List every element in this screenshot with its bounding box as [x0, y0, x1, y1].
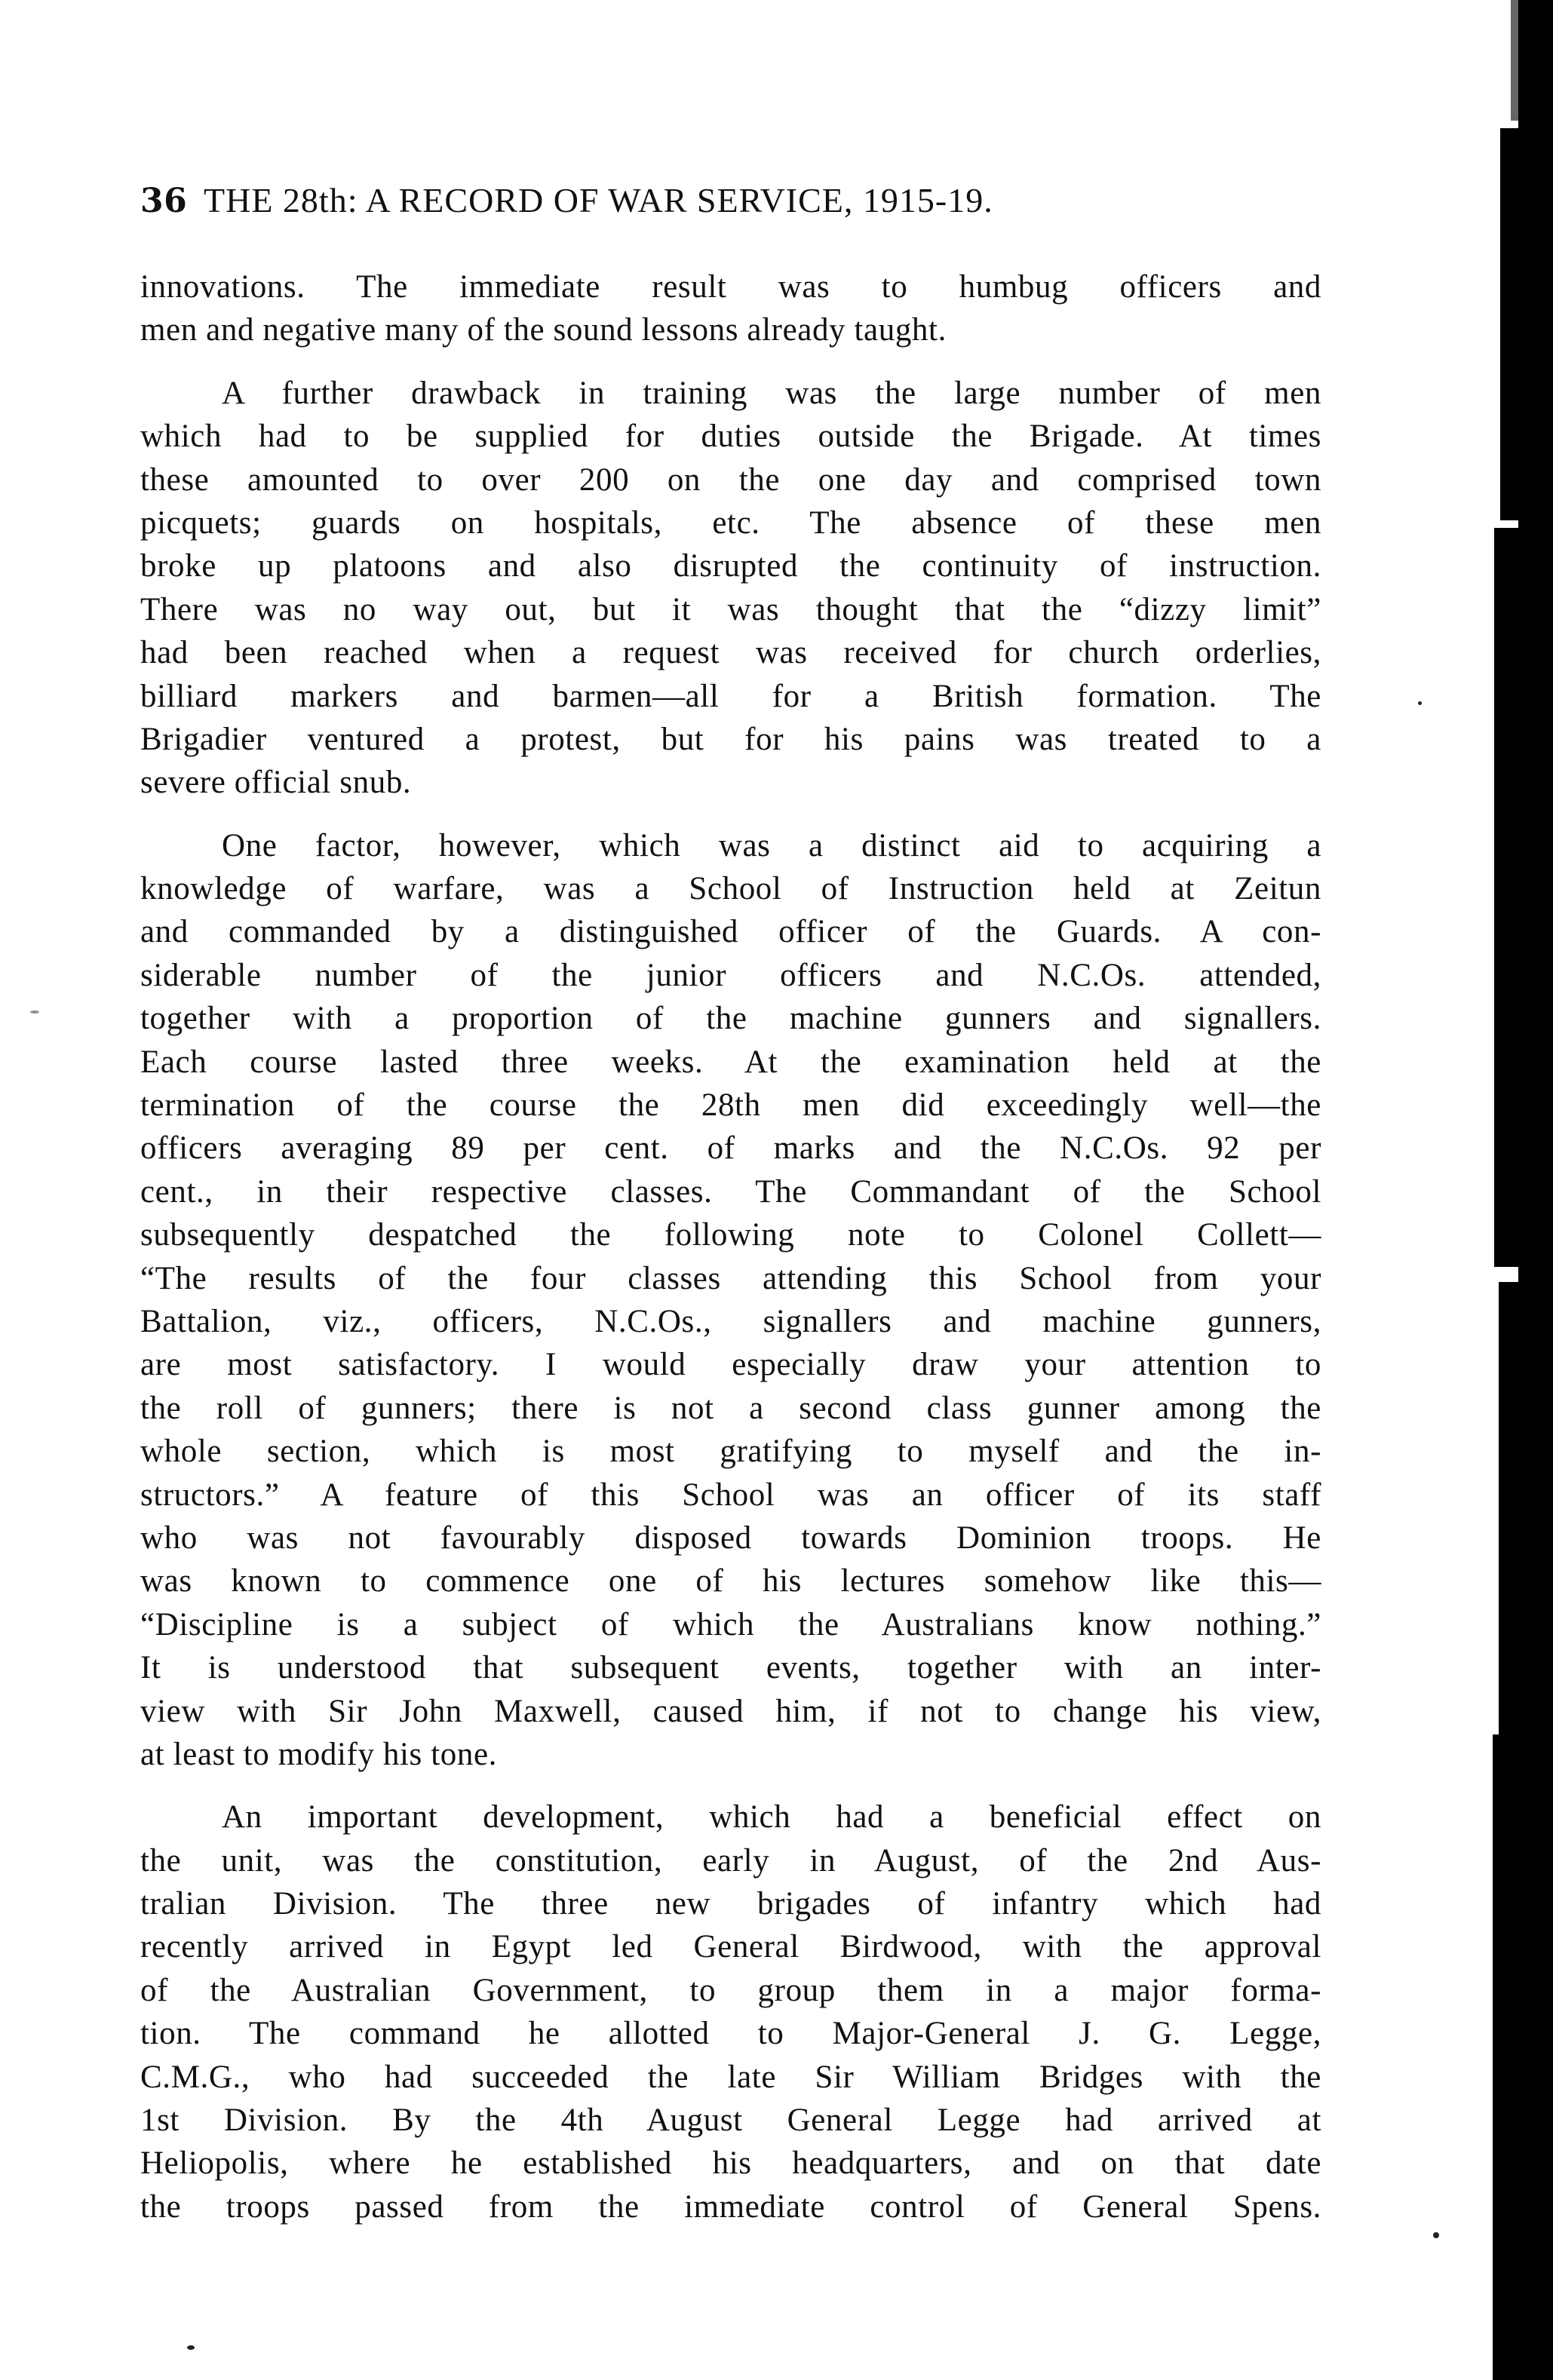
- text-line: the roll of gunners; there is not a second class gunner among the: [140, 1390, 1321, 1426]
- running-head: [140, 179, 1317, 222]
- text-line: tralian Division. The three new brigades of infantry which had: [140, 1886, 1321, 1922]
- text-line: subsequently despatched the following note to Colonel Collett—: [140, 1217, 1321, 1253]
- text-line: these amounted to over 200 on the one day and comprised town: [140, 462, 1321, 498]
- text-line: cent., in their respective classes. The Commandant of the School: [140, 1173, 1321, 1210]
- text-line: siderable number of the junior officers and N.C.Os. attended,: [140, 957, 1321, 993]
- text-line: There was no way out, but it was thought that the “dizzy limit”: [140, 591, 1321, 627]
- scan-speck: [30, 1011, 39, 1014]
- text-line: recently arrived in Egypt led General Birdwood, with the approval: [140, 1929, 1321, 1965]
- text-line: severe official snub.: [140, 765, 412, 801]
- page-number: 36: [140, 182, 188, 220]
- text-line: “Discipline is a subject of which the Australians know nothing.”: [140, 1606, 1321, 1642]
- text-line: tion. The command he allotted to Major-General J. G. Legge,: [140, 2016, 1321, 2052]
- text-line: Heliopolis, where he established his headquarters, and on that date: [140, 2145, 1321, 2182]
- scan-speck: [1433, 2232, 1439, 2238]
- text-line: billiard markers and barmen—all for a British formation. The: [140, 678, 1321, 714]
- text-line: the troops passed from the immediate control of General Spens.: [140, 2188, 1321, 2225]
- text-line: and commanded by a distinguished officer of the Guards. A con-: [140, 914, 1321, 950]
- text-line: are most satisfactory. I would especially draw your attention to: [140, 1347, 1321, 1383]
- scan-speck: [1418, 701, 1422, 705]
- scan-speck: [187, 2345, 195, 2350]
- paragraph-continued: [140, 265, 1321, 352]
- text-line: the unit, was the constitution, early in August, of the 2nd Aus-: [140, 1842, 1321, 1879]
- text-line: whole section, which is most gratifying to myself and the in-: [140, 1434, 1321, 1470]
- text-line: which had to be supplied for duties outside the Brigade. At times: [140, 419, 1321, 455]
- text-line: structors.” A feature of this School was an officer of its staff: [140, 1477, 1321, 1513]
- text-line: picquets; guards on hospitals, etc. The absence of these men: [140, 505, 1321, 541]
- text-line: innovations. The immediate result was to humbug officers and: [140, 269, 1321, 305]
- text-line: termination of the course the 28th men did exceedingly well—the: [140, 1087, 1321, 1124]
- text-line: Battalion, viz., officers, N.C.Os., signallers and machine gunners,: [140, 1303, 1321, 1339]
- text-line: together with a proportion of the machine gunners and signallers.: [140, 1001, 1321, 1037]
- text-line: One factor, however, which was a distinct aid to acquiring a: [222, 827, 1321, 863]
- text-line: A further drawback in training was the large number of men: [222, 375, 1321, 411]
- text-line: was known to commence one of his lectures somehow like this—: [140, 1563, 1321, 1599]
- text-line: An important development, which had a beneficial effect on: [222, 1799, 1321, 1836]
- text-line: 1st Division. By the 4th August General Legge had arrived at: [140, 2102, 1321, 2139]
- text-line: broke up platoons and also disrupted the continuity of instruction.: [140, 548, 1321, 584]
- body-text: [140, 265, 1321, 2228]
- text-line: Brigadier ventured a protest, but for his pains was treated to a: [140, 721, 1321, 757]
- text-line: knowledge of warfare, was a School of Instruction held at Zeitun: [140, 871, 1321, 907]
- text-line: Each course lasted three weeks. At the examination held at the: [140, 1044, 1321, 1080]
- running-head-title: THE 28th: A RECORD OF WAR SERVICE, 1915-19.: [204, 181, 993, 219]
- text-line: It is understood that subsequent events, together with an inter-: [140, 1650, 1321, 1686]
- text-line: at least to modify his tone.: [140, 1736, 498, 1772]
- text-line: C.M.G., who had succeeded the late Sir William Bridges with the: [140, 2059, 1321, 2095]
- text-line: view with Sir John Maxwell, caused him, if not to change his view,: [140, 1693, 1321, 1729]
- text-line: who was not favourably disposed towards Dominion troops. He: [140, 1520, 1321, 1556]
- paragraph-2nd-division: [140, 1796, 1321, 2228]
- paragraph-drawback: [140, 372, 1321, 805]
- scan-binding-shadow: [1478, 0, 1553, 2380]
- text-line: had been reached when a request was received for church orderlies,: [140, 635, 1321, 671]
- paragraph-school-of-instruction: [140, 824, 1321, 1777]
- text-line: officers averaging 89 per cent. of marks and the N.C.Os. 92 per: [140, 1130, 1321, 1167]
- text-line: of the Australian Government, to group them in a major forma-: [140, 1972, 1321, 2008]
- text-line: “The results of the four classes attending this School from your: [140, 1260, 1321, 1296]
- text-line: men and negative many of the sound lessons already taught.: [140, 312, 947, 348]
